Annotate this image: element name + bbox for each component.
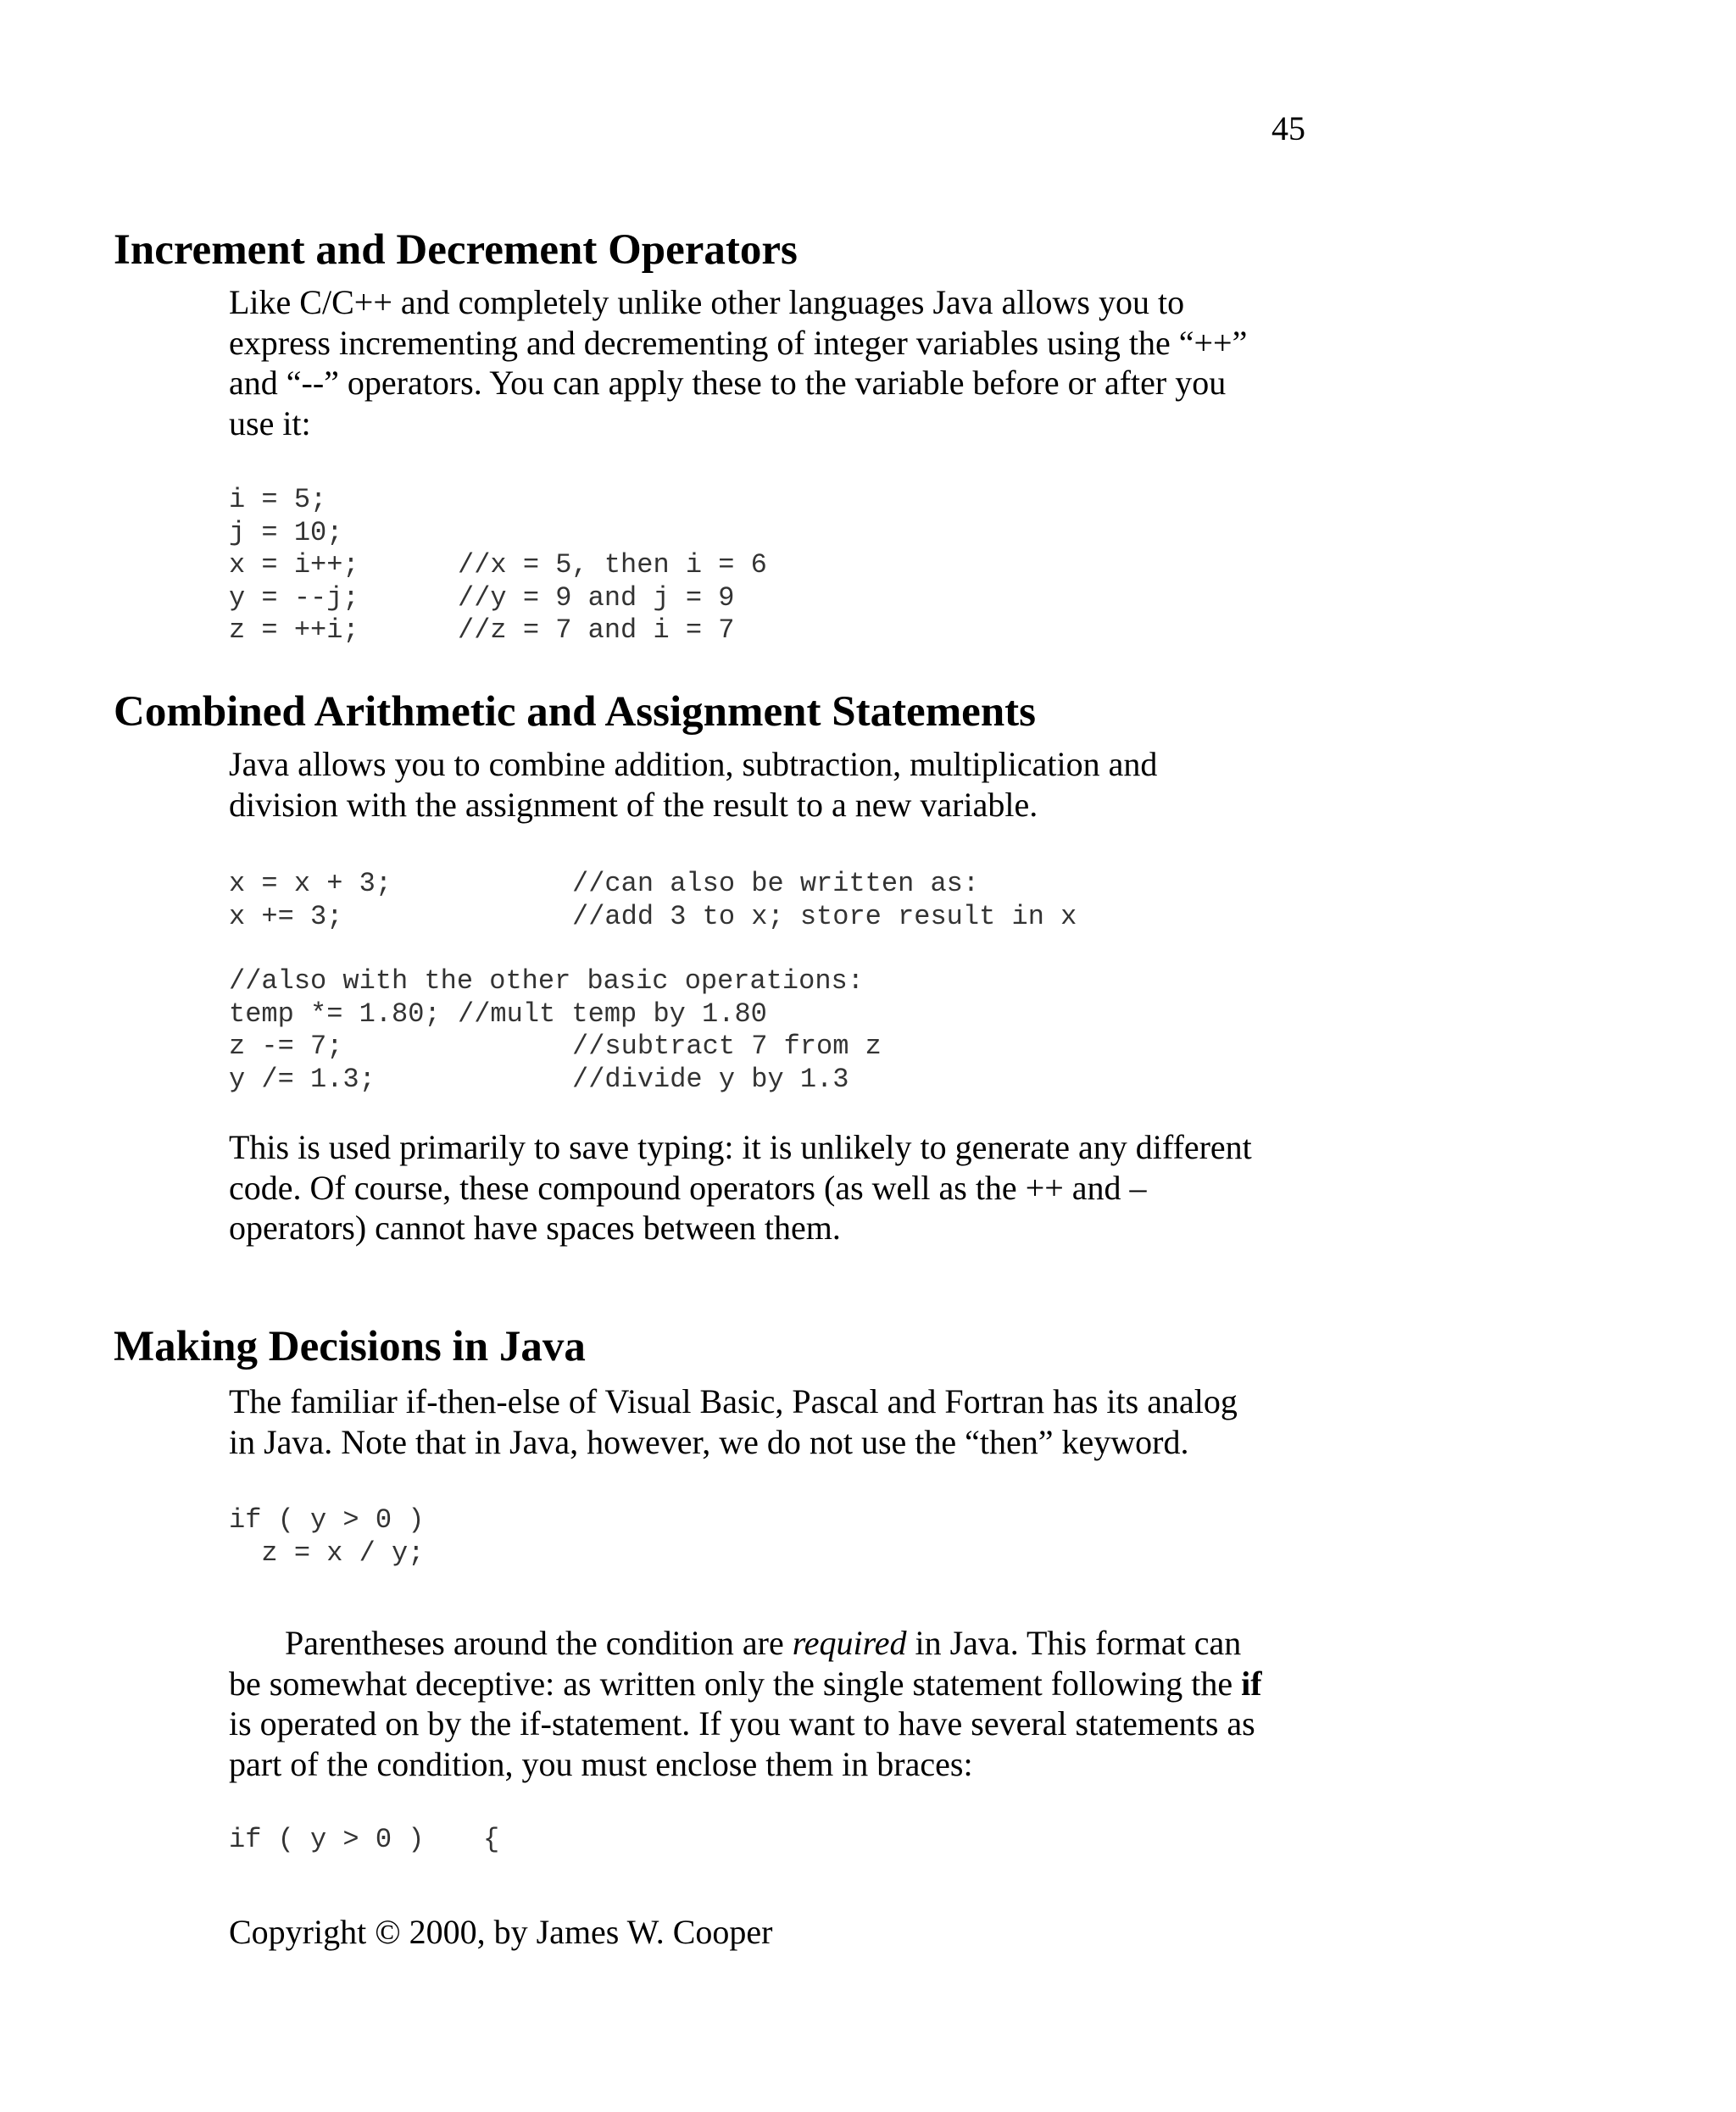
code-row [229,1504,424,1537]
code-text: z -= 7; [229,1031,343,1062]
text-line [229,1664,1331,1704]
code-row [229,901,1077,934]
text-fragment: in Java. This format can [906,1624,1242,1662]
code-row [229,484,767,517]
code-row [229,868,1077,901]
text-line: This is used primarily to save typing: it is unlikely to generate any different [229,1128,1252,1166]
text-line: division with the assignment of the result to a new variable. [229,785,1038,824]
code-comment: //z = 7 and i = 7 [458,614,735,646]
text-line: in Java. Note that in Java, however, we do not use the “then” keyword. [229,1422,1189,1461]
code-text: if ( y > 0 ) [229,1824,425,1855]
section-heading-making-decisions: Making Decisions in Java [114,1323,586,1370]
code-brace: { [483,1824,500,1855]
code-text: //also with the other basic operations: [229,965,864,997]
code-text: z = ++i; [229,614,359,646]
text-line: operators) cannot have spaces between them. [229,1209,841,1247]
text-line: Java allows you to combine addition, subtraction, multiplication and [229,745,1158,783]
code-row [229,582,767,615]
text-line: code. Of course, these compound operators (as well as the ++ and – [229,1168,1147,1207]
code-comment: //y = 9 and j = 9 [458,581,735,614]
text-line: part of the condition, you must enclose them in braces: [229,1744,973,1783]
code-block-if [229,1504,424,1570]
section-intro-increment [229,282,1331,443]
text-line: The familiar if-then-else of Visual Basic, Pascal and Fortran has its analog [229,1382,1238,1420]
code-row [229,1824,499,1857]
code-block-combined-2 [229,965,882,1096]
text-line: and “--” operators. You can apply these to the variable before or after you [229,364,1227,402]
code-comment: //mult temp by 1.80 [458,998,767,1030]
section-intro-decisions [229,1381,1331,1462]
code-comment: //subtract 7 from z [572,1031,882,1062]
section-heading-increment-decrement: Increment and Decrement Operators [114,226,798,274]
text-line: is operated on by the if-statement. If you want to have several statements as [229,1704,1255,1742]
section-heading-combined-arithmetic: Combined Arithmetic and Assignment Statements [114,688,1037,736]
code-comment: //add 3 to x; store result in x [572,900,1077,932]
code-text: x = x + 3; [229,868,392,899]
code-row [229,1031,882,1064]
text-line: Like C/C++ and completely unlike other languages Java allows you to [229,283,1185,321]
code-row [229,1537,424,1570]
code-text: temp *= 1.80; [229,998,441,1030]
code-row [229,517,767,550]
emphasis-required: required [792,1624,907,1662]
code-text: if ( y > 0 ) [229,1504,425,1536]
code-comment: //x = 5, then i = 6 [458,549,767,581]
code-text: y /= 1.3; [229,1063,376,1095]
text-fragment: be somewhat deceptive: as written only the single statement following the [229,1664,1242,1703]
page-number: 45 [1271,109,1305,147]
code-block-if-braces [229,1824,499,1857]
code-text: x = i++; [229,549,359,581]
text-fragment: Parentheses around the condition are [285,1624,793,1662]
code-text: z = x / y; [229,1537,425,1569]
text-line: express incrementing and decrementing of integer variables using the “++” [229,323,1248,362]
code-row [229,549,767,582]
section-outro-combined [229,1127,1331,1248]
code-text: x += 3; [229,900,343,932]
code-row [229,965,882,998]
code-row [229,998,882,1031]
code-row [229,1064,882,1097]
copyright-footer: Copyright © 2000, by James W. Cooper [229,1913,773,1951]
code-block-combined-1 [229,868,1077,933]
bold-keyword-if: if [1241,1664,1262,1703]
code-block-increment [229,484,767,647]
section-body-decisions [229,1623,1331,1784]
code-text: j = 10; [229,516,343,548]
code-text: y = --j; [229,581,359,614]
text-line: use it: [229,403,311,442]
code-text: i = 5; [229,484,327,515]
section-intro-combined [229,744,1331,825]
code-comment: //can also be written as: [572,868,980,899]
code-row [229,614,767,647]
code-comment: //divide y by 1.3 [572,1063,849,1095]
text-line [229,1623,1331,1664]
